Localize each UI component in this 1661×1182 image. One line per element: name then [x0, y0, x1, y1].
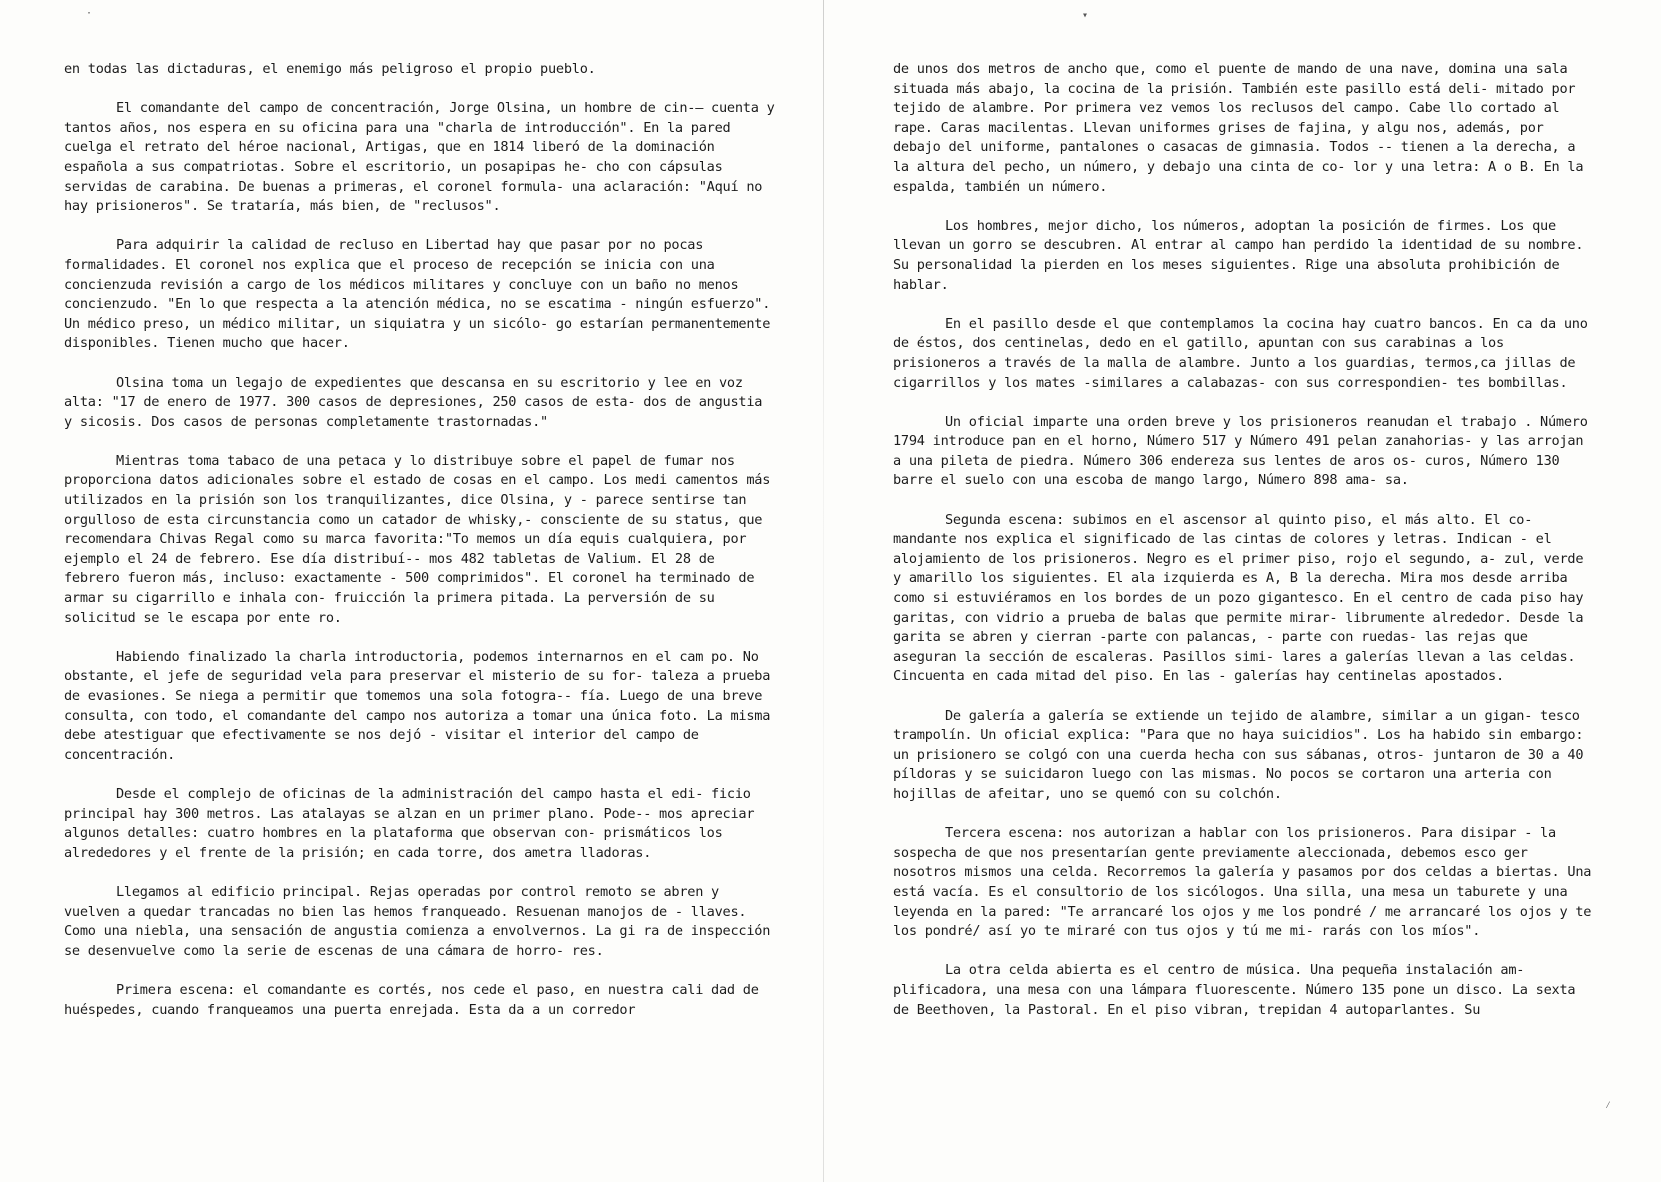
left-page	[64, 60, 778, 1020]
paragraph: De galería a galería se extiende un tejido de alambre, similar a un gigan- tesco trampolín. Un oficial explica: "Para que no haya suicidios". Los ha habido sin embargo: un prisionero se colgó con una cuerda hecha con sus sábanas, otros- juntaron de 30 a 40 píldoras y se suicidaron luego con las mismas. No pocos se cortaron una arteria con hojillas de afeitar, uno se quemó con su colchón.	[893, 707, 1584, 802]
page-fold	[823, 0, 824, 1182]
paragraph: Segunda escena: subimos en el ascensor al quinto piso, el más alto. El co- mandante nos explica el significado de las cintas de colores y letras. Indican - el alojamiento de los prisioneros. Negro es el primer piso, rojo el segundo, a- zul, verde y amarillo los siguientes. El ala izquierda es A, B la derecha. Mira mos desde arriba como si estuviéramos en los bordes de un pozo gigantesco. En el centro de cada piso hay garitas, con vidrio a prueba de balas que permite mirar- librumente alrededor. Desde la garita se abren y cierran -parte con palancas, - parte con ruedas- las rejas que aseguran la sección de escaleras. Pasillos simi- lares a galerías llevan a las celdas. Cincuenta en cada mitad del piso. En las - galerías hay centinelas apostados.	[893, 511, 1584, 685]
paragraph: Desde el complejo de oficinas de la administración del campo hasta el edi- ficio principal hay 300 metros. Las atalayas se alzan en un primer plano. Pode-- mos apreciar algunos detalles: cuatro hombres en la plataforma que observan con- prismáticos los alrededores y el frente de la prisión; en cada torre, dos ametra lladoras.	[64, 785, 755, 861]
paragraph: El comandante del campo de concentración, Jorge Olsina, un hombre de cin-— cuenta y tantos años, nos espera en su oficina para una "charla de introducción". En la pared cuelga el retrato del héroe nacional, Artigas, que en 1814 liberó de la dominación española a sus compatriotas. Sobre el escritorio, un posapipas he- cho con cápsulas servidas de carabina. De buenas a primeras, el coronel formula- una aclaración: "Aquí no hay prisioneros". Se trataría, más bien, de "reclusos".	[64, 100, 775, 215]
paragraph: en todas las dictaduras, el enemigo más peligroso el propio pueblo.	[64, 61, 596, 77]
paragraph: Llegamos al edificio principal. Rejas operadas por control remoto se abren y vuelven a quedar trancadas no bien las hemos franqueado. Resuenan manojos de - llaves. Como una niebla, una sensación de angustia comienza a envolvernos. La gi ra de inspección se desenvuelve como la serie de escenas de una cámara de horro- res.	[64, 883, 771, 959]
paragraph: Un oficial imparte una orden breve y los prisioneros reanudan el trabajo . Número 1794 introduce pan en el horno, Número 517 y Número 491 pelan zanahorias- y las arrojan a una pileta de piedra. Número 306 endereza sus lentes de aros os- curos, Número 130 barre el suelo con una escoba de mango largo, Número 898 ama- sa.	[893, 413, 1588, 489]
paragraph: Para adquirir la calidad de recluso en Libertad hay que pasar por no pocas formalidades. El coronel nos explica que el proceso de recepción se inicia con una concienzuda revisión a cargo de los médicos militares y concluye con un baño no menos concienzudo. "En lo que respecta a la atención médica, no se escatima - ningún esfuerzo". Un médico preso, un médico militar, un siquiatra y un sicólo- go estarían permanentemente disponibles. Tienen mucho que hacer.	[64, 237, 771, 352]
scan-speck: ·	[86, 8, 93, 19]
paragraph: Habiendo finalizado la charla introductoria, podemos internarnos en el cam po. No obstante, el jefe de seguridad vela para preservar el misterio de su for- taleza a prueba de evasiones. Se niega a permitir que tomemos una sola fotogra-- fía. Luego de una breve consulta, con todo, el comandante del campo nos autoriza a tomar una única foto. La misma debe atestiguar que efectivamente se nos dejó - visitar el interior del campo de concentración.	[64, 648, 771, 763]
scan-speck: ▾	[1082, 10, 1089, 21]
paragraph: Mientras toma tabaco de una petaca y lo distribuye sobre el papel de fumar nos proporciona datos adicionales sobre el estado de cosas en el campo. Los medi camentos más utilizados en la prisión son los tranquilizantes, dice Olsina, y - parece sentirse tan orgulloso de esta circunstancia como un catador de whisky,- consciente de su status, que recomendara Chivas Regal como su marca favorita:"To memos un día equis cualquiera, por ejemplo el 24 de febrero. Ese día distribuí-- mos 482 tabletas de Valium. El 28 de febrero fueron más, incluso: exactamente - 500 comprimidos". El coronel ha terminado de armar su cigarrillo e inhala con- fruicción la primera pitada. La perversión de su solicitud se le escapa por ente ro.	[64, 452, 771, 626]
paragraph: Olsina toma un legajo de expedientes que descansa en su escritorio y lee en voz alta: "17 de enero de 1977. 300 casos de depresiones, 250 casos de esta- dos de angustia y sicosis. Dos casos de personas completamente trastornadas."	[64, 374, 763, 430]
right-page	[893, 60, 1599, 1020]
scan-speck: ⁄	[1605, 1100, 1612, 1111]
paragraph: Los hombres, mejor dicho, los números, adoptan la posición de firmes. Los que llevan un gorro se descubren. Al entrar al campo han perdido la identidad de su nombre. Su personalidad la pierden en los meses siguientes. Rige una absoluta prohibición de hablar.	[893, 217, 1584, 293]
paragraph: Primera escena: el comandante es cortés, nos cede el paso, en nuestra cali dad de huéspedes, cuando franqueamos una puerta enrejada. Esta da a un corredor	[64, 981, 759, 1018]
paragraph: La otra celda abierta es el centro de música. Una pequeña instalación am- plificadora, una mesa con una lámpara fluorescente. Número 135 pone un disco. La sexta de Beethoven, la Pastoral. En el piso vibran, trepidan 4 autoparlantes. Su	[893, 962, 1576, 1018]
paragraph: Tercera escena: nos autorizan a hablar con los prisioneros. Para disipar - la sospecha de que nos presentarían gente previamente aleccionada, debemos esco ger nosotros mismos una celda. Recorremos la galería y pasamos por dos celdas a biertas. Una está vacía. Es el consultorio de los sicólogos. Una silla, una mesa un taburete y una leyenda en la pared: "Te arrancaré los ojos y me los pondré / me arrancaré los ojos y te los pondré/ así yo te miraré con tus ojos y tú me mi- rarás con los míos".	[893, 825, 1592, 940]
paragraph: En el pasillo desde el que contemplamos la cocina hay cuatro bancos. En ca da uno de éstos, dos centinelas, dedo en el gatillo, apuntan con sus carabinas a los prisioneros a través de la malla de alambre. Junto a los guardias, termos,ca jillas de cigarrillos y los mates -similares a calabazas- con sus correspondien- tes bombillas.	[893, 315, 1588, 391]
paragraph: de unos dos metros de ancho que, como el puente de mando de una nave, domina una sala situada más abajo, la cocina de la prisión. También este pasillo está deli- mitado por tejido de alambre. Por primera vez vemos los reclusos del campo. Cabe llo cortado al rape. Caras macilentas. Llevan uniformes grises de fajina, y algu nos, además, por debajo del uniforme, pantalones o casacas de gimnasia. Todos -- tienen a la derecha, a la altura del pecho, un número, y debajo una cinta de co- lor y una letra: A o B. En la espalda, también un número.	[893, 61, 1584, 195]
